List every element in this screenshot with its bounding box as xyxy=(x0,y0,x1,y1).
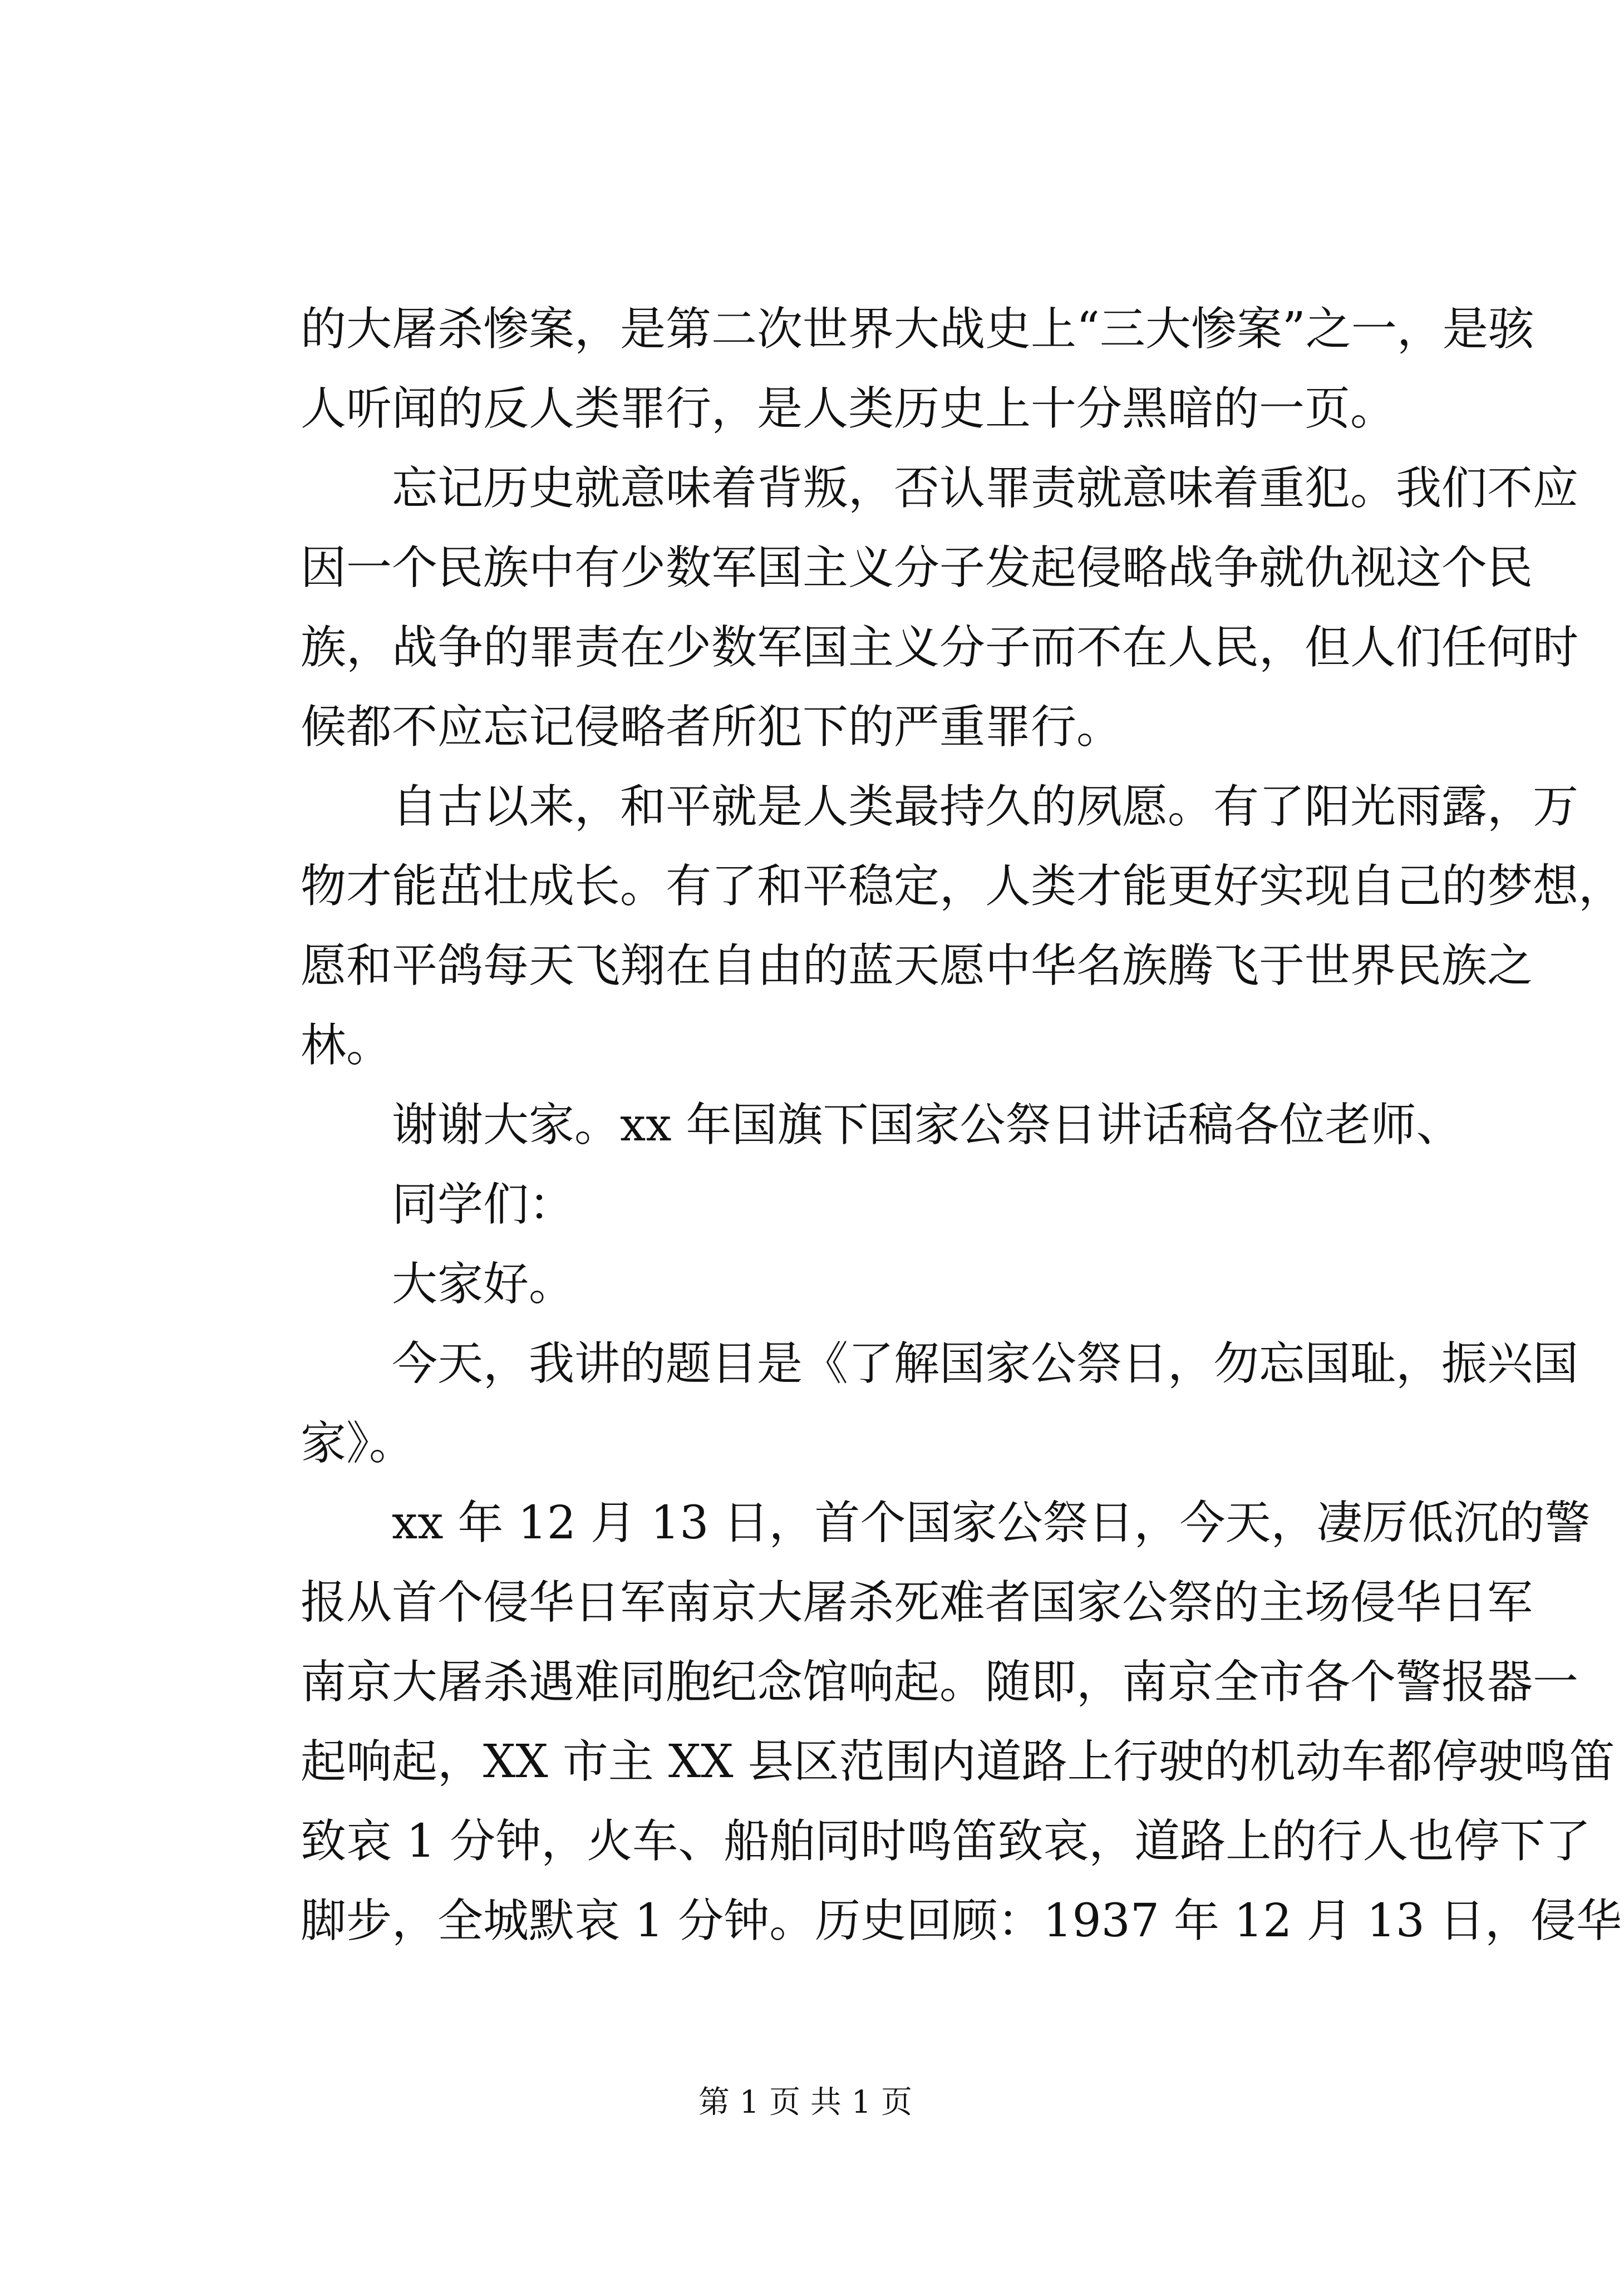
text-line: 候都不应忘记侵略者所犯下的严重罪行。 xyxy=(301,701,1123,754)
text-line: 谢谢大家。xx 年国旗下国家公祭日讲话稿各位老师、 xyxy=(392,1099,1462,1152)
text-line: 自古以来，和平就是人类最持久的夙愿。有了阳光雨露，万 xyxy=(392,780,1579,833)
text-line: 愿和平鸽每天飞翔在自由的蓝天愿中华名族腾飞于世界民族之 xyxy=(301,939,1533,992)
text-line: 南京大屠杀遇难同胞纪念馆响起。随即，南京全市各个警报器一 xyxy=(301,1656,1579,1709)
text-line: 报从首个侵华日军南京大屠杀死难者国家公祭的主场侵华日军 xyxy=(301,1576,1533,1629)
text-line: 起响起，XX 市主 XX 县区范围内道路上行驶的机动车都停驶鸣笛 xyxy=(301,1735,1615,1788)
text-line: 人听闻的反人类罪行，是人类历史上十分黑暗的一页。 xyxy=(301,382,1396,435)
document-body xyxy=(301,289,1624,1961)
text-line: 致哀 1 分钟，火车、船舶同时鸣笛致哀，道路上的行人也停下了 xyxy=(301,1815,1591,1868)
text-line: 因一个民族中有少数军国主义分子发起侵略战争就仇视这个民 xyxy=(301,542,1533,594)
text-line: 同学们： xyxy=(392,1178,575,1231)
text-line: 家》。 xyxy=(301,1417,415,1470)
text-line: 脚步，全城默哀 1 分钟。历史回顾：1937 年 12 月 13 日，侵华 xyxy=(301,1895,1622,1947)
text-line: 的大屠杀惨案，是第二次世界大战史上“三大惨案”之一，是骇 xyxy=(301,303,1534,356)
text-line: xx 年 12 月 13 日，首个国家公祭日，今天，凄厉低沉的警 xyxy=(392,1497,1591,1549)
text-line: 忘记历史就意味着背叛，否认罪责就意味着重犯。我们不应 xyxy=(392,462,1579,515)
text-line: 今天，我讲的题目是《了解国家公祭日，勿忘国耻，振兴国 xyxy=(392,1337,1579,1390)
text-line: 物才能茁壮成长。有了和平稳定，人类才能更好实现自己的梦想， xyxy=(301,860,1624,913)
page-number-footer: 第 1 页 共 1 页 xyxy=(698,2084,913,2120)
text-line: 大家好。 xyxy=(392,1258,575,1311)
text-line: 族，战争的罪责在少数军国主义分子而不在人民，但人们任何时 xyxy=(301,621,1579,674)
text-line: 林。 xyxy=(301,1019,392,1072)
